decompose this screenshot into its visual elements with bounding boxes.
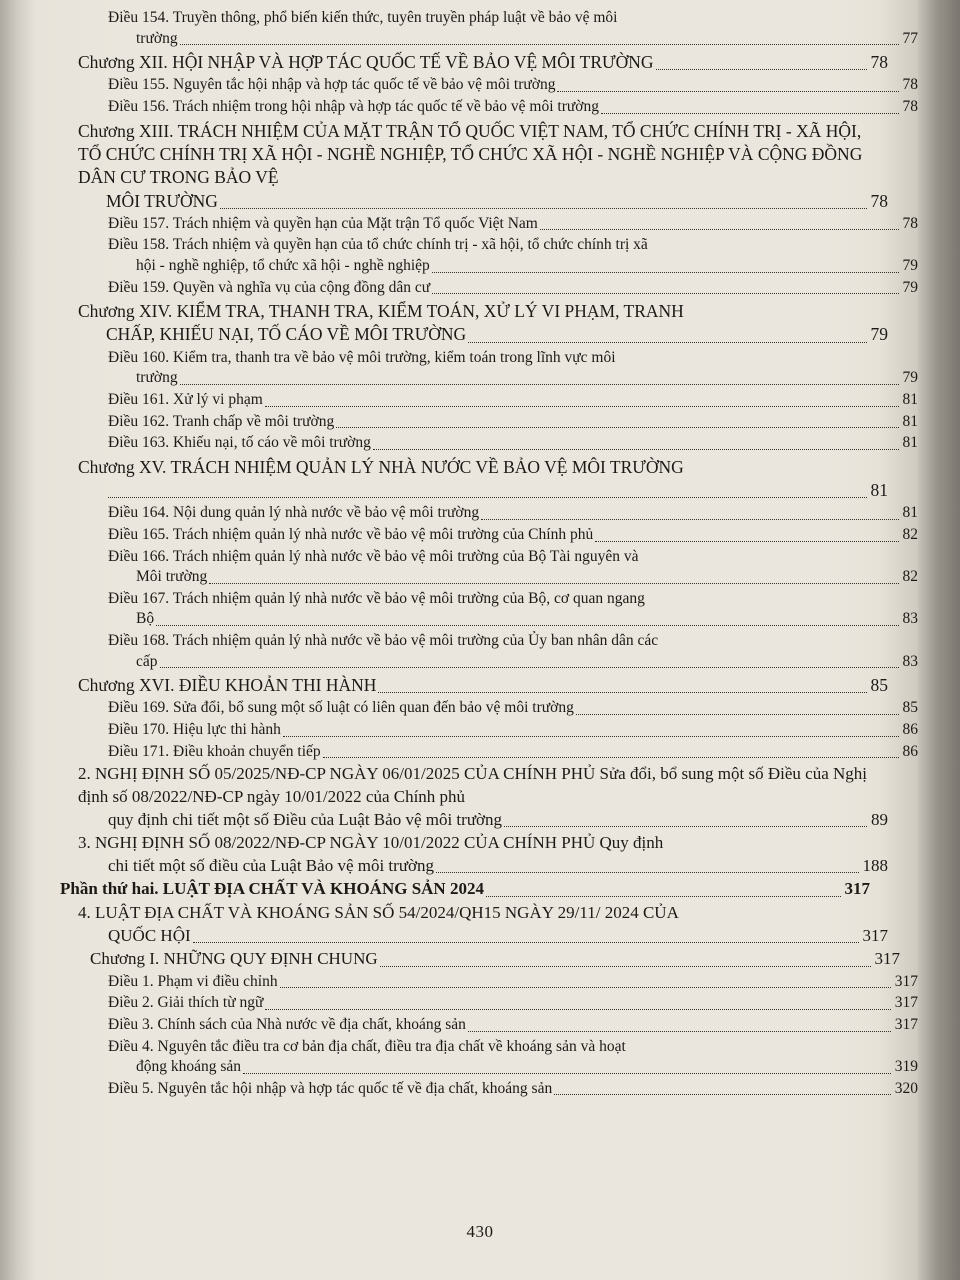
toc-entry (108, 1015, 918, 1036)
toc-entry (78, 300, 888, 347)
leader-dots (468, 1019, 891, 1031)
toc-entry-text: Điều 167. Trách nhiệm quản lý nhà nước về bảo vệ môi trường của Bộ, cơ quan ngang (108, 589, 645, 607)
toc-entry-text: Điều 169. Sửa đổi, bổ sung một số luật có liên quan đến bảo vệ môi trường (108, 699, 574, 717)
toc-entry-text: 3. NGHỊ ĐỊNH SỐ 08/2022/NĐ-CP NGÀY 10/01/2022 CỦA CHÍNH PHỦ Quy định (78, 833, 664, 853)
toc-entry-text: Điều 163. Khiếu nại, tố cáo về môi trường (108, 434, 371, 452)
toc-entry-text: Điều 154. Truyền thông, phổ biến kiến thức, tuyên truyền pháp luật về bảo vệ môi (108, 9, 618, 26)
page-edge-shadow (0, 0, 34, 1280)
toc-entry (108, 972, 918, 993)
toc-entry-text: Điều 156. Trách nhiệm trong hội nhập và hợp tác quốc tế về bảo vệ môi trường (108, 98, 599, 116)
toc-entry-page: 317 (862, 925, 888, 945)
toc-entry (78, 120, 888, 213)
toc-entry-text: Điều 5. Nguyên tắc hội nhập và hợp tác quốc tế về địa chất, khoáng sản (108, 1079, 553, 1097)
toc-entry (108, 993, 918, 1014)
toc-entry-page: 81 (902, 504, 918, 522)
toc-entry-page: 78 (870, 190, 888, 211)
toc-entry-text-cont: hội - nghề nghiệp, tổ chức xã hội - nghề nghiệp (136, 256, 430, 274)
toc-entry-text: Chương XIV. KIỂM TRA, THANH TRA, KIỂM TOÁN, XỬ LÝ VI PHẠM, TRANH (78, 301, 684, 322)
toc-entry (108, 525, 918, 546)
toc-entry-page: 320 (894, 1079, 918, 1097)
toc-entry (108, 433, 918, 454)
toc-entry-text: Điều 155. Nguyên tắc hội nhập và hợp tác quốc tế về bảo vệ môi trường (108, 76, 556, 94)
leader-dots (323, 746, 899, 758)
toc-entry (108, 97, 918, 118)
toc-entry-page: 82 (902, 525, 918, 543)
toc-entry-text: Điều 171. Điều khoản chuyển tiếp (108, 742, 321, 760)
toc-entry-text: Điều 166. Trách nhiệm quản lý nhà nước về bảo vệ môi trường của Bộ Tài nguyên và (108, 547, 639, 565)
leader-dots (601, 102, 899, 114)
leader-dots (156, 614, 898, 626)
toc-entry-page: 79 (902, 369, 918, 387)
toc-entry (78, 832, 888, 877)
toc-entry (108, 720, 918, 741)
toc-entry-text-cont: Môi trường (136, 568, 208, 586)
toc-entry-text: Chương I. NHỮNG QUY ĐỊNH CHUNG (90, 949, 378, 969)
toc-entry (108, 742, 918, 763)
toc-entry-text: Điều 161. Xử lý vi phạm (108, 390, 263, 408)
leader-dots (380, 954, 871, 967)
toc-entry (60, 878, 870, 901)
leader-dots (378, 680, 866, 694)
toc-entry-text-cont: quy định chi tiết một số Điều của Luật Bảo vệ môi trường (108, 809, 503, 829)
toc-entry (108, 390, 918, 411)
toc-entry-text: Chương XVI. ĐIỀU KHOẢN THI HÀNH (78, 675, 377, 696)
toc-entry-page: 317 (894, 994, 918, 1012)
leader-dots (486, 884, 841, 897)
leader-dots (265, 394, 899, 406)
toc-entry (108, 698, 918, 719)
leader-dots (220, 195, 867, 209)
toc-entry (108, 589, 918, 630)
toc-entry-text-cont: chi tiết một số điều của Luật Bảo vệ môi trường (108, 855, 435, 875)
leader-dots (373, 438, 899, 450)
toc-entry (108, 1037, 918, 1078)
toc-entry (78, 456, 888, 503)
toc-entry-page: 89 (871, 809, 888, 829)
leader-dots (280, 976, 891, 988)
toc-entry-text: Điều 157. Trách nhiệm và quyền hạn của Mặt trận Tổ quốc Việt Nam (108, 214, 538, 232)
toc-entry-text-cont: động khoáng sản (136, 1058, 242, 1076)
toc-entry-text-cont: CHẤP, KHIẾU NẠI, TỐ CÁO VỀ MÔI TRƯỜNG (106, 324, 467, 345)
toc-entry-text-cont: QUỐC HỘI (108, 925, 191, 945)
page-content (60, 8, 918, 1208)
toc-entry-page: 83 (902, 652, 918, 670)
toc-entry-page: 83 (902, 610, 918, 628)
toc-entry-text: Điều 160. Kiểm tra, thanh tra về bảo vệ môi trường, kiểm toán trong lĩnh vực môi (108, 348, 616, 366)
toc-entry-page: 85 (870, 675, 888, 696)
page-number: 430 (466, 1222, 494, 1241)
toc-entry-text: Điều 165. Trách nhiệm quản lý nhà nước về bảo vệ môi trường của Chính phủ (108, 525, 594, 543)
toc-entry-text-cont: trường (136, 369, 178, 387)
toc-entry (108, 348, 918, 389)
toc-entry-text: Điều 4. Nguyên tắc điều tra cơ bản địa chất, điều tra địa chất về khoáng sản và hoạt (108, 1037, 626, 1055)
book-spine-shadow (918, 0, 960, 1280)
toc-entry (78, 763, 888, 831)
table-of-contents (60, 8, 918, 1099)
toc-entry-page: 319 (894, 1058, 918, 1076)
toc-entry-text: 4. LUẬT ĐỊA CHẤT VÀ KHOÁNG SẢN SỐ 54/2024/QH15 NGÀY 29/11/ 2024 CỦA (78, 902, 679, 922)
toc-entry-page: 317 (894, 972, 918, 990)
toc-entry (108, 214, 918, 235)
toc-entry-text: Phần thứ hai. LUẬT ĐỊA CHẤT VÀ KHOÁNG SẢN 2024 (60, 879, 484, 899)
toc-entry-text-cont: cấp (136, 652, 158, 670)
leader-dots (504, 814, 867, 827)
toc-entry-page: 78 (902, 98, 918, 116)
toc-entry-page: 81 (902, 412, 918, 430)
toc-entry-page: 317 (844, 879, 870, 899)
toc-entry-text: Chương XIII. TRÁCH NHIỆM CỦA MẶT TRẬN TỔ QUỐC VIỆT NAM, TỔ CHỨC CHÍNH TRỊ - XÃ HỘI, TỔ CHỨC CHÍNH TRỊ XÃ HỘI - NGHỀ NGHIỆP, TỔ CHỨC XÃ HỘI - NGHỀ NGHIỆP VÀ CỘNG ĐỒNG DÂN CƯ TRONG BẢO VỆ (78, 120, 863, 188)
toc-entry (108, 1079, 918, 1100)
toc-entry-page: 82 (902, 568, 918, 586)
toc-entry (78, 51, 888, 74)
leader-dots (432, 282, 898, 294)
toc-entry (78, 674, 888, 697)
leader-dots (557, 80, 898, 92)
toc-entry-page: 85 (902, 699, 918, 717)
toc-entry-page: 188 (862, 855, 888, 875)
toc-entry-text: Điều 162. Tranh chấp về môi trường (108, 412, 335, 430)
toc-entry-text: Điều 158. Trách nhiệm và quyền hạn của tổ chức chính trị - xã hội, tổ chức chính trị xã (108, 236, 648, 254)
toc-entry-text: Điều 168. Trách nhiệm quản lý nhà nước về bảo vệ môi trường của Ủy ban nhân dân các (108, 631, 659, 649)
leader-dots (540, 218, 899, 230)
toc-entry-page: 78 (870, 52, 888, 73)
leader-dots (656, 57, 867, 71)
leader-dots (243, 1062, 891, 1074)
toc-entry-text: Điều 2. Giải thích từ ngữ (108, 994, 264, 1012)
leader-dots (336, 416, 898, 428)
leader-dots (283, 725, 899, 737)
toc-entry-text-cont: MÔI TRƯỜNG (106, 190, 218, 211)
toc-entry-page: 77 (902, 29, 918, 47)
toc-entry-page: 317 (874, 949, 900, 969)
leader-dots (193, 930, 859, 943)
toc-entry-text: Điều 159. Quyền và nghĩa vụ của cộng đồng dân cư (108, 278, 431, 296)
toc-entry (108, 75, 918, 96)
toc-entry-page: 79 (902, 278, 918, 296)
toc-entry-page: 81 (902, 434, 918, 452)
toc-entry (78, 902, 888, 947)
leader-dots (265, 998, 890, 1010)
toc-entry-text: 2. NGHỊ ĐỊNH SỐ 05/2025/NĐ-CP NGÀY 06/01/2025 CỦA CHÍNH PHỦ Sửa đổi, bổ sung một số Điều của Nghị định số 08/2022/NĐ-CP ngày 10/01/2022 của Chính phủ (78, 764, 868, 806)
toc-entry-text-cont: Bộ (136, 610, 155, 628)
toc-entry-page: 86 (902, 721, 918, 739)
toc-entry (108, 8, 918, 49)
toc-entry-page: 79 (870, 324, 888, 345)
toc-entry-text: Điều 170. Hiệu lực thi hành (108, 721, 281, 739)
toc-entry (108, 503, 918, 524)
toc-entry-page: 81 (870, 480, 888, 501)
toc-entry-text: Điều 164. Nội dung quản lý nhà nước về bảo vệ môi trường (108, 504, 480, 522)
leader-dots (432, 260, 899, 272)
leader-dots (180, 373, 899, 385)
toc-entry-text-cont: trường (136, 29, 178, 47)
leader-dots (108, 485, 867, 499)
toc-entry-page: 317 (894, 1015, 918, 1033)
toc-entry (108, 235, 918, 276)
leader-dots (576, 703, 899, 715)
toc-entry-page: 79 (902, 256, 918, 274)
toc-entry-text: Điều 1. Phạm vi điều chỉnh (108, 972, 278, 990)
toc-entry (90, 948, 900, 971)
toc-entry (108, 278, 918, 299)
leader-dots (554, 1083, 891, 1095)
toc-entry-text: Điều 3. Chính sách của Nhà nước về địa chất, khoáng sản (108, 1015, 466, 1033)
leader-dots (468, 329, 866, 343)
toc-entry (108, 547, 918, 588)
toc-entry-page: 86 (902, 742, 918, 760)
leader-dots (180, 33, 899, 45)
leader-dots (595, 529, 898, 541)
leader-dots (436, 860, 858, 873)
toc-entry-page: 78 (902, 214, 918, 232)
toc-entry-page: 81 (902, 390, 918, 408)
leader-dots (160, 656, 899, 668)
toc-entry-text: Chương XV. TRÁCH NHIỆM QUẢN LÝ NHÀ NƯỚC VỀ BẢO VỆ MÔI TRƯỜNG (78, 456, 684, 477)
toc-entry (108, 631, 918, 672)
leader-dots (481, 508, 898, 520)
toc-entry-text: Chương XII. HỘI NHẬP VÀ HỢP TÁC QUỐC TẾ VỀ BẢO VỆ MÔI TRƯỜNG (78, 52, 654, 73)
leader-dots (209, 572, 898, 584)
toc-entry-page: 78 (902, 76, 918, 94)
toc-entry (108, 412, 918, 433)
